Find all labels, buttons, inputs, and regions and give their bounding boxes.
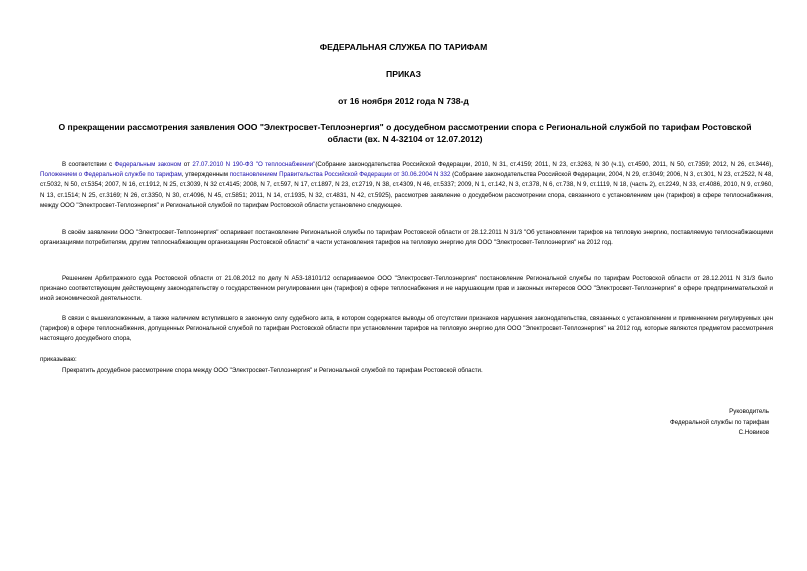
order-text: Прекратить досудебное рассмотрение спора между ООО "Электросвет-Теплоэнергия" и Региональной службой по тарифам Ростовской области. xyxy=(62,367,483,374)
link-federal-law[interactable]: Федеральным законом xyxy=(114,161,182,168)
para1-text-2: от xyxy=(181,161,193,168)
para1-text-4: , утвержденным xyxy=(181,171,230,179)
signature-organization: Федеральной службы по тарифам xyxy=(670,418,769,426)
order-word: приказываю: xyxy=(40,356,77,363)
paragraph-legal-basis xyxy=(40,160,773,211)
agency-heading: ФЕДЕРАЛЬНАЯ СЛУЖБА ПО ТАРИФАМ xyxy=(319,42,488,52)
date-line: от 16 ноября 2012 года N 738-д xyxy=(338,96,469,106)
signature-name: С.Новиков xyxy=(738,429,769,436)
doc-type-heading: ПРИКАЗ xyxy=(386,69,421,79)
signature-block xyxy=(670,407,769,439)
link-fst-regulation[interactable]: Положением о Федеральной службе по тарифам xyxy=(40,171,182,179)
paragraph-claim: В своём заявлении ООО "Электросвет-Теплоэнергия" оспаривает постановление Региональной службы по тарифам Ростовской области от 28.12.2011 N 31/3 "Об установлении тарифов на тепловую энергию, поставляемую теплоснабжающими организациями потребителям, другим теплоснабжающим организациям Ростовской области" в части установления тарифов на тепловую энергию для ООО "Электросвет-Теплоэнергия" на 2012 год. xyxy=(40,229,773,247)
paragraph-court-decision: Решением Арбитражного суда Ростовской области от 21.08.2012 по делу N А53-18101/12 оспариваемое ООО "Электросвет-Теплоэнергия" постановление Региональной службы по тарифам Ростовской области от 28.12.2011 N 31/3 было признано соответствующим действующему законодательству о государственном регулировании цен (тарифов) в сфере теплоснабжения и не нарушающим прав и законных интересов ООО "Электросвет-Теплоэнергия" в сфере предпринимательской и иной экономической деятельности. xyxy=(40,275,773,303)
link-law-190-fz[interactable]: 27.07.2010 N 190-ФЗ "О теплоснабжении" xyxy=(192,161,316,168)
para1-text-1: В соответствии с xyxy=(62,161,115,168)
para1-text-3: (Собрание законодательства Российской Федерации, 2010, N 31, ст.4159; 2011, N 23, ст.3263, N 30 (ч.1), ст.4590, 2011, N 50, ст.7359; 2012, N 26, ст.3446), xyxy=(315,161,774,168)
link-government-decree-332[interactable]: постановлением Правительства Российской Федерации от 30.06.2004 N 332 xyxy=(229,171,451,179)
para1-text-5: (Собрание законодательства Российской Федерации, 2004, N 29, ст.3049; 2006, N 3, ст.301, N 23, ст.2522, N 48, ст.5032, N 50, ст.5354; 2007, N 16, ст.1912, N 25, ст.3039, N 32 ст.4145; 2008, N 7, ст.597, N 17, ст.1897, N 23, ст.2719, N 38, ст.4309, N 46, ст.5337; 2009, N 1, ст.142, N 3, ст.378, N 6, ст.738, N 9, ст.1119, N 18, (часть 2), ст.2249, N 33, ст.4086, 2010, N 9, ст.960, N 13, ст.1514; N 25, ст.3169; N 26, ст.3350, N 30, ст.4096, N 45, ст.5851; 2011, N 14, ст.1935, N 32, ст.4831, N 42, ст.5925), рассмотрев заявление о досудебном рассмотрении спора, связанного с установлением цен (тарифов) в сфере теплоснабжения, между ООО "Электросвет-Теплоэнергия" и Региональной службой по тарифам Ростовской области установлено следующее. xyxy=(40,171,773,209)
signature-position: Руководитель xyxy=(729,408,769,415)
paragraph-conclusion: В связи с вышеизложенным, а также наличием вступившего в законную силу судебного акта, в котором содержатся выводы об отсутствии признаков нарушения законодательства, связанных с установлением и применением регулируемых цен (тарифов) в сфере теплоснабжения, допущенных Региональной службой по тарифам Ростовской области при установлении тарифов на тепловую энергию для ООО "Электросвет-Теплоэнергия" на 2012 год, которые являются предметом рассмотрения настоящего досудебного спора, xyxy=(40,315,773,343)
document-title: О прекращении рассмотрения заявления ООО "Электросвет-Теплоэнергия" о досудебном рассмотрении спора с Региональной службой по тарифам Ростовской области (вх. N 4-32104 от 12.07.2012) xyxy=(58,122,752,144)
